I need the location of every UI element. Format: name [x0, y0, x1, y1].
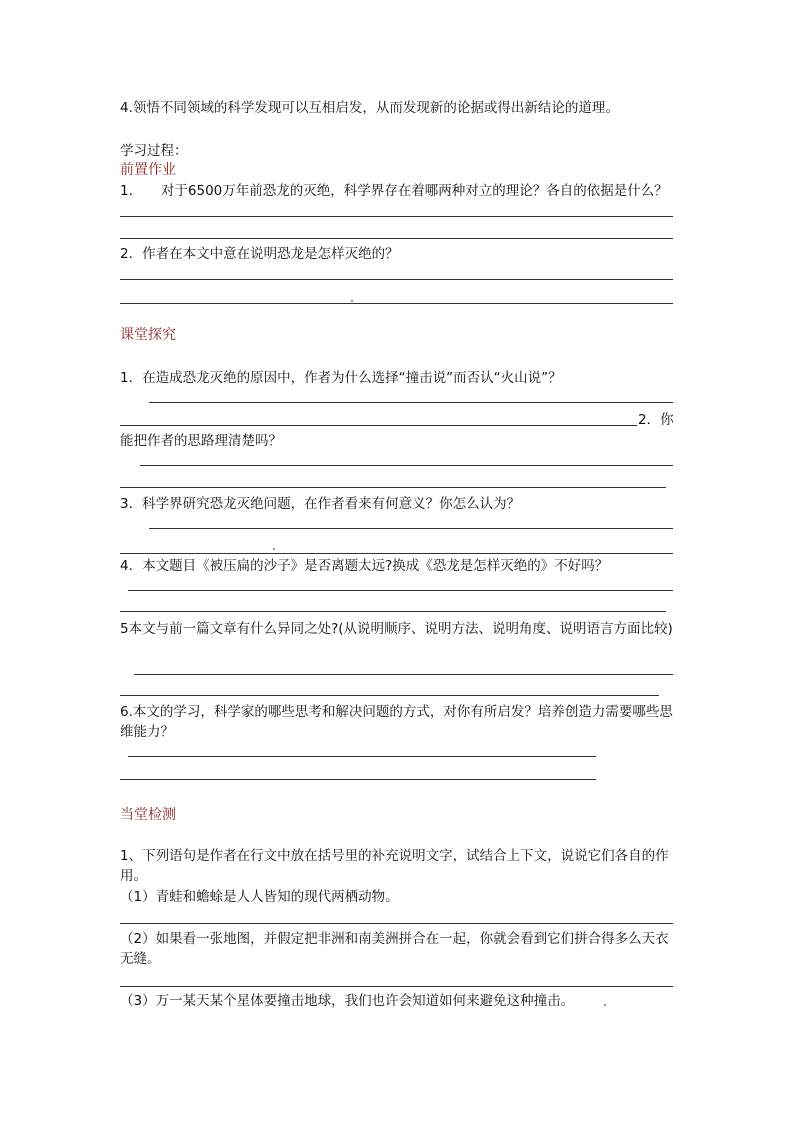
pre-question-1-number: 1. [120, 183, 133, 199]
answer-line[interactable] [134, 674, 673, 675]
answer-line[interactable] [149, 528, 673, 529]
stray-mark [604, 1004, 606, 1006]
section-pre-title: 前置作业 [120, 162, 176, 178]
class-question-2-start: 2．你 [638, 412, 674, 428]
answer-line[interactable] [120, 425, 637, 426]
answer-line[interactable] [120, 238, 673, 239]
stray-mark [273, 548, 275, 550]
class-question-4: 4．本文题目《被压扁的沙子》是否离题太远?换成《恐龙是怎样灭绝的》不好吗？ [120, 558, 609, 574]
answer-line[interactable] [120, 923, 673, 924]
answer-line[interactable] [120, 216, 673, 217]
answer-line[interactable] [120, 303, 673, 304]
answer-line[interactable] [120, 779, 596, 780]
class-question-2: 能把作者的思路理清楚吗？ [120, 433, 282, 449]
answer-line[interactable] [120, 487, 666, 488]
answer-line[interactable] [149, 402, 673, 403]
class-question-6: 6.本文的学习，科学家的哪些思考和解决问题的方式，对你有所启发？培养创造力需要哪些思维能力？ [120, 704, 673, 740]
answer-line[interactable] [120, 611, 666, 612]
process-label: 学习过程： [120, 143, 188, 159]
answer-line[interactable] [128, 590, 673, 591]
test-sentence-2: （2）如果看一张地图，并假定把非洲和南美洲拼合在一起，你就会看到它们拼合得多么天衣无缝。 [120, 931, 669, 967]
section-test-title: 当堂检测 [120, 807, 176, 823]
section-class-title: 课堂探究 [120, 327, 176, 343]
stray-mark [351, 300, 353, 302]
test-intro: 1、下列语句是作者在行文中放在括号里的补充说明文字，试结合上下文，说说它们各自的作用。 [120, 848, 669, 884]
answer-line[interactable] [128, 756, 596, 757]
pre-question-1 [120, 181, 668, 201]
class-question-1: 1．在造成恐龙灭绝的原因中，作者为什么选择“撞击说”而否认“火山说”？ [120, 370, 562, 386]
pre-question-2: 2．作者在本文中意在说明恐龙是怎样灭绝的？ [120, 246, 399, 262]
answer-line[interactable] [120, 695, 659, 696]
answer-line[interactable] [120, 553, 673, 554]
answer-line[interactable] [120, 986, 673, 987]
pre-question-1-text: 对于6500万年前恐龙的灭绝，科学界存在着哪两种对立的理论？各自的依据是什么？ [160, 183, 668, 199]
test-sentence-3: （3）万一某天某个星体要撞击地球，我们也许会知道如何来避免这种撞击。 [120, 993, 575, 1009]
test-sentence-1: （1）青蛙和蟾蜍是人人皆知的现代两栖动物。 [120, 889, 399, 905]
class-question-3: 3．科学界研究恐龙灭绝问题，在作者看来有何意义？你怎么认为？ [120, 496, 521, 512]
class-question-5: 5本文与前一篇文章有什么异同之处?(从说明顺序、说明方法、说明角度、说明语言方面比较) [120, 621, 673, 637]
answer-line[interactable] [120, 279, 673, 280]
answer-line[interactable] [140, 465, 673, 466]
objective-4: 4.领悟不同领域的科学发现可以互相启发，从而发现新的论据或得出新结论的道理。 [120, 100, 619, 116]
